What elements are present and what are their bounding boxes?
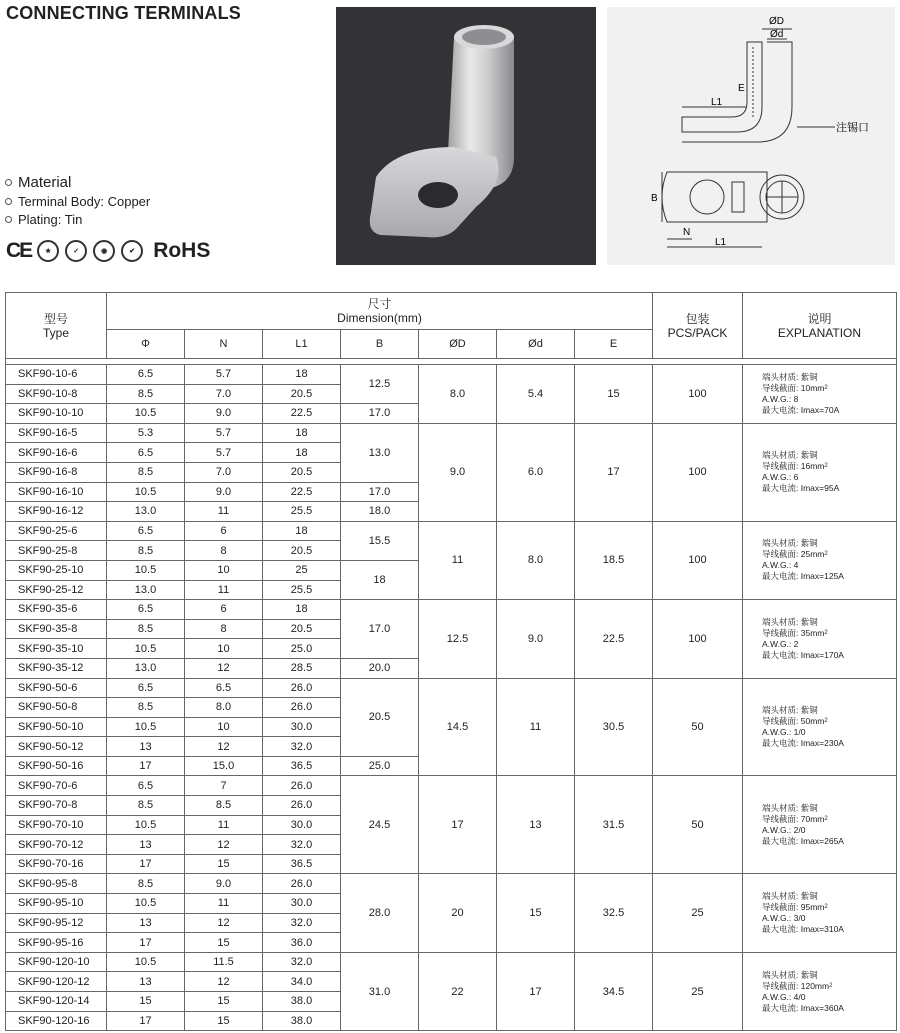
l1-cell: 20.5: [263, 541, 341, 561]
n-cell: 12: [185, 913, 263, 933]
id-label: Ød: [770, 29, 784, 40]
od-cell: 22: [419, 952, 497, 1030]
e-cell: 31.5: [575, 776, 653, 874]
type-cell: SKF90-35-12: [6, 658, 107, 678]
phi-cell: 10.5: [107, 952, 185, 972]
l1-cell: 25: [263, 560, 341, 580]
phi-cell: 10.5: [107, 815, 185, 835]
b-cell: 20.0: [341, 658, 419, 678]
type-cell: SKF90-95-16: [6, 933, 107, 953]
n-cell: 7.0: [185, 462, 263, 482]
type-cell: SKF90-25-8: [6, 541, 107, 561]
l1-cell: 32.0: [263, 737, 341, 757]
phi-cell: 6.5: [107, 600, 185, 620]
b-cell: 17.0: [341, 600, 419, 659]
iso-seal-icon: ◉: [93, 240, 115, 262]
n-cell: 11.5: [185, 952, 263, 972]
l1-cell: 32.0: [263, 913, 341, 933]
type-cell: SKF90-95-10: [6, 894, 107, 914]
table-row: [6, 521, 897, 541]
phi-cell: 13.0: [107, 658, 185, 678]
l1-cell: 22.5: [263, 482, 341, 502]
type-header: 型号 Type: [6, 293, 107, 359]
od-cell: 12.5: [419, 600, 497, 678]
phi-cell: 8.5: [107, 619, 185, 639]
l1-cell: 18: [263, 443, 341, 463]
phi-cell: 10.5: [107, 717, 185, 737]
phi-cell: 8.5: [107, 698, 185, 718]
od-cell: 8.0: [419, 365, 497, 424]
e-header: E: [575, 330, 653, 359]
l1-cell: 38.0: [263, 1011, 341, 1031]
type-cell: SKF90-70-12: [6, 835, 107, 855]
b-header: B: [341, 330, 419, 359]
type-cell: SKF90-16-5: [6, 423, 107, 443]
phi-cell: 10.5: [107, 894, 185, 914]
l1-label-bottom: L1: [715, 237, 727, 248]
type-cell: SKF90-70-10: [6, 815, 107, 835]
id-cell: 6.0: [497, 423, 575, 521]
n-cell: 15: [185, 933, 263, 953]
type-cell: SKF90-120-14: [6, 992, 107, 1012]
type-cell: SKF90-50-12: [6, 737, 107, 757]
phi-cell: 17: [107, 933, 185, 953]
dimension-header: 尺寸 Dimension(mm): [107, 293, 653, 330]
b-cell: 28.0: [341, 874, 419, 952]
type-cell: SKF90-10-10: [6, 404, 107, 424]
phi-cell: 6.5: [107, 365, 185, 385]
e-cell: 15: [575, 365, 653, 424]
explanation-cell: 端头材质: 紫铜 导线截面: $35mm^2$ A.W.G.: 2 最大电流: Imax=170A: [743, 600, 897, 678]
l1-cell: 38.0: [263, 992, 341, 1012]
phi-cell: 6.5: [107, 443, 185, 463]
phi-cell: 8.5: [107, 874, 185, 894]
od-cell: 11: [419, 521, 497, 599]
phi-cell: 13: [107, 913, 185, 933]
l1-cell: 32.0: [263, 952, 341, 972]
table-row: [6, 952, 897, 972]
l1-cell: 32.0: [263, 835, 341, 855]
id-cell: 8.0: [497, 521, 575, 599]
phi-cell: 15: [107, 992, 185, 1012]
b-cell: 15.5: [341, 521, 419, 560]
type-cell: SKF90-16-10: [6, 482, 107, 502]
table-row: [6, 874, 897, 894]
l1-cell: 25.0: [263, 639, 341, 659]
type-cell: SKF90-70-6: [6, 776, 107, 796]
l1-cell: 25.5: [263, 502, 341, 522]
quality-seal-icon: ★: [37, 240, 59, 262]
e-cell: 22.5: [575, 600, 653, 678]
n-cell: 10: [185, 717, 263, 737]
pack-cell: 50: [653, 776, 743, 874]
n-cell: 9.0: [185, 404, 263, 424]
n-cell: 5.7: [185, 365, 263, 385]
ce-mark: CE: [6, 239, 32, 262]
sgs-seal-icon: ✔: [121, 240, 143, 262]
phi-cell: 13.0: [107, 502, 185, 522]
l1-cell: 36.5: [263, 756, 341, 776]
phi-header: Φ: [107, 330, 185, 359]
n-cell: 8: [185, 541, 263, 561]
n-label: N: [683, 227, 691, 238]
phi-cell: 5.3: [107, 423, 185, 443]
type-cell: SKF90-25-6: [6, 521, 107, 541]
l1-cell: 20.5: [263, 462, 341, 482]
l1-cell: 18: [263, 423, 341, 443]
id-cell: 11: [497, 678, 575, 776]
id-cell: 15: [497, 874, 575, 952]
l1-cell: 36.0: [263, 933, 341, 953]
l1-cell: 26.0: [263, 698, 341, 718]
n-cell: 11: [185, 580, 263, 600]
l1-cell: 26.0: [263, 874, 341, 894]
type-cell: SKF90-10-6: [6, 365, 107, 385]
od-cell: 14.5: [419, 678, 497, 776]
material-heading: Material: [5, 174, 71, 191]
phi-cell: 10.5: [107, 560, 185, 580]
explanation-cell: 端头材质: 紫铜 导线截面: $16mm^2$ A.W.G.: 6 最大电流: Imax=95A: [743, 423, 897, 521]
b-cell: 17.0: [341, 482, 419, 502]
b-cell: 31.0: [341, 952, 419, 1030]
type-cell: SKF90-120-10: [6, 952, 107, 972]
terminal-lug-image: [336, 7, 596, 265]
type-cell: SKF90-16-12: [6, 502, 107, 522]
n-cell: 11: [185, 894, 263, 914]
n-cell: 6: [185, 521, 263, 541]
od-cell: 9.0: [419, 423, 497, 521]
table-row: [6, 600, 897, 620]
phi-cell: 8.5: [107, 384, 185, 404]
b-cell: 18.0: [341, 502, 419, 522]
spec-table-body: [6, 365, 897, 1031]
dimension-diagram: [607, 7, 895, 265]
phi-cell: 10.5: [107, 639, 185, 659]
id-cell: 13: [497, 776, 575, 874]
l1-cell: 25.5: [263, 580, 341, 600]
n-cell: 7.0: [185, 384, 263, 404]
b-cell: 20.5: [341, 678, 419, 756]
phi-cell: 17: [107, 756, 185, 776]
explanation-cell: 端头材质: 紫铜 导线截面: $70mm^2$ A.W.G.: 2/0 最大电流: Imax=265A: [743, 776, 897, 874]
certificate-seal-icon: ✓: [65, 240, 87, 262]
phi-cell: 13: [107, 737, 185, 757]
table-row: [6, 365, 897, 385]
phi-cell: 13.0: [107, 580, 185, 600]
l1-cell: 22.5: [263, 404, 341, 424]
technical-drawing: [607, 7, 895, 265]
id-header: Ød: [497, 330, 575, 359]
pack-cell: 100: [653, 600, 743, 678]
id-cell: 9.0: [497, 600, 575, 678]
phi-cell: 17: [107, 854, 185, 874]
n-cell: 6.5: [185, 678, 263, 698]
l1-cell: 18: [263, 365, 341, 385]
table-row: [6, 423, 897, 443]
id-cell: 17: [497, 952, 575, 1030]
type-cell: SKF90-95-12: [6, 913, 107, 933]
od-header: ØD: [419, 330, 497, 359]
l1-cell: 30.0: [263, 717, 341, 737]
type-cell: SKF90-50-6: [6, 678, 107, 698]
n-cell: 15: [185, 992, 263, 1012]
page-title: CONNECTING TERMINALS: [6, 3, 241, 23]
l1-cell: 34.0: [263, 972, 341, 992]
pack-cell: 50: [653, 678, 743, 776]
type-cell: SKF90-25-12: [6, 580, 107, 600]
phi-cell: 13: [107, 972, 185, 992]
phi-cell: 6.5: [107, 521, 185, 541]
pack-cell: 100: [653, 521, 743, 599]
pack-cell: 100: [653, 365, 743, 424]
material-plating: Plating: Tin: [5, 212, 82, 227]
b-label: B: [651, 193, 658, 204]
material-body: Terminal Body: Copper: [5, 194, 150, 209]
phi-cell: 17: [107, 1011, 185, 1031]
pack-header: 包装 PCS/PACK: [653, 293, 743, 359]
n-cell: 12: [185, 658, 263, 678]
type-cell: SKF90-70-16: [6, 854, 107, 874]
bullet-icon: [5, 216, 12, 223]
n-cell: 9.0: [185, 874, 263, 894]
type-cell: SKF90-50-16: [6, 756, 107, 776]
pack-cell: 25: [653, 874, 743, 952]
type-cell: SKF90-120-12: [6, 972, 107, 992]
type-cell: SKF90-50-8: [6, 698, 107, 718]
od-label: ØD: [769, 16, 784, 27]
l1-cell: 26.0: [263, 776, 341, 796]
l1-cell: 28.5: [263, 658, 341, 678]
n-cell: 15.0: [185, 756, 263, 776]
product-photo: [336, 7, 596, 265]
phi-cell: 6.5: [107, 678, 185, 698]
type-cell: SKF90-50-10: [6, 717, 107, 737]
n-cell: 15: [185, 854, 263, 874]
phi-cell: 13: [107, 835, 185, 855]
e-cell: 30.5: [575, 678, 653, 776]
phi-cell: 10.5: [107, 404, 185, 424]
b-cell: 24.5: [341, 776, 419, 874]
n-cell: 11: [185, 815, 263, 835]
type-cell: SKF90-35-8: [6, 619, 107, 639]
n-cell: 12: [185, 835, 263, 855]
l1-header: L1: [263, 330, 341, 359]
rohs-mark: RoHS: [153, 239, 211, 262]
phi-cell: 8.5: [107, 796, 185, 816]
od-cell: 17: [419, 776, 497, 874]
l1-cell: 26.0: [263, 796, 341, 816]
type-cell: SKF90-95-8: [6, 874, 107, 894]
b-cell: 17.0: [341, 404, 419, 424]
l1-label-top: L1: [711, 97, 723, 108]
l1-cell: 18: [263, 600, 341, 620]
l1-cell: 26.0: [263, 678, 341, 698]
pack-cell: 100: [653, 423, 743, 521]
e-cell: 17: [575, 423, 653, 521]
explanation-cell: 端头材质: 紫铜 导线截面: $50mm^2$ A.W.G.: 1/0 最大电流: Imax=230A: [743, 678, 897, 776]
n-cell: 8: [185, 619, 263, 639]
b-cell: 18: [341, 560, 419, 599]
l1-cell: 30.0: [263, 894, 341, 914]
inlet-label: 注锡口: [836, 122, 869, 134]
explanation-cell: 端头材质: 紫铜 导线截面: $120mm^2$ A.W.G.: 4/0 最大电流: Imax=360A: [743, 952, 897, 1030]
pack-cell: 25: [653, 952, 743, 1030]
n-cell: 10: [185, 639, 263, 659]
n-cell: 8.0: [185, 698, 263, 718]
n-cell: 9.0: [185, 482, 263, 502]
b-cell: 25.0: [341, 756, 419, 776]
l1-cell: 36.5: [263, 854, 341, 874]
phi-cell: 10.5: [107, 482, 185, 502]
explanation-cell: 端头材质: 紫铜 导线截面: $95mm^2$ A.W.G.: 3/0 最大电流: Imax=310A: [743, 874, 897, 952]
n-cell: 12: [185, 737, 263, 757]
type-cell: SKF90-25-10: [6, 560, 107, 580]
table-row: [6, 678, 897, 698]
e-label: E: [738, 83, 745, 94]
e-cell: 34.5: [575, 952, 653, 1030]
explanation-header: 说明 EXPLANATION: [743, 293, 897, 359]
e-cell: 18.5: [575, 521, 653, 599]
n-cell: 7: [185, 776, 263, 796]
explanation-cell: 端头材质: 紫铜 导线截面: $25mm^2$ A.W.G.: 4 最大电流: Imax=125A: [743, 521, 897, 599]
bullet-icon: [5, 198, 12, 205]
n-cell: 8.5: [185, 796, 263, 816]
type-cell: SKF90-120-16: [6, 1011, 107, 1031]
od-cell: 20: [419, 874, 497, 952]
type-cell: SKF90-16-6: [6, 443, 107, 463]
explanation-cell: 端头材质: 紫铜 导线截面: $10mm^2$ A.W.G.: 8 最大电流: Imax=70A: [743, 365, 897, 424]
n-cell: 12: [185, 972, 263, 992]
n-cell: 15: [185, 1011, 263, 1031]
l1-cell: 20.5: [263, 619, 341, 639]
b-cell: 13.0: [341, 423, 419, 482]
n-cell: 5.7: [185, 443, 263, 463]
n-cell: 5.7: [185, 423, 263, 443]
n-cell: 10: [185, 560, 263, 580]
n-header: N: [185, 330, 263, 359]
e-cell: 32.5: [575, 874, 653, 952]
type-cell: SKF90-35-6: [6, 600, 107, 620]
spec-table: [5, 292, 897, 1031]
id-cell: 5.4: [497, 365, 575, 424]
bullet-icon: [5, 179, 12, 186]
type-cell: SKF90-10-8: [6, 384, 107, 404]
phi-cell: 6.5: [107, 776, 185, 796]
n-cell: 11: [185, 502, 263, 522]
type-cell: SKF90-70-8: [6, 796, 107, 816]
type-cell: SKF90-16-8: [6, 462, 107, 482]
phi-cell: 8.5: [107, 541, 185, 561]
n-cell: 6: [185, 600, 263, 620]
l1-cell: 18: [263, 521, 341, 541]
table-row: [6, 776, 897, 796]
type-cell: SKF90-35-10: [6, 639, 107, 659]
b-cell: 12.5: [341, 365, 419, 404]
phi-cell: 8.5: [107, 462, 185, 482]
certification-logos: [6, 236, 210, 266]
l1-cell: 20.5: [263, 384, 341, 404]
l1-cell: 30.0: [263, 815, 341, 835]
